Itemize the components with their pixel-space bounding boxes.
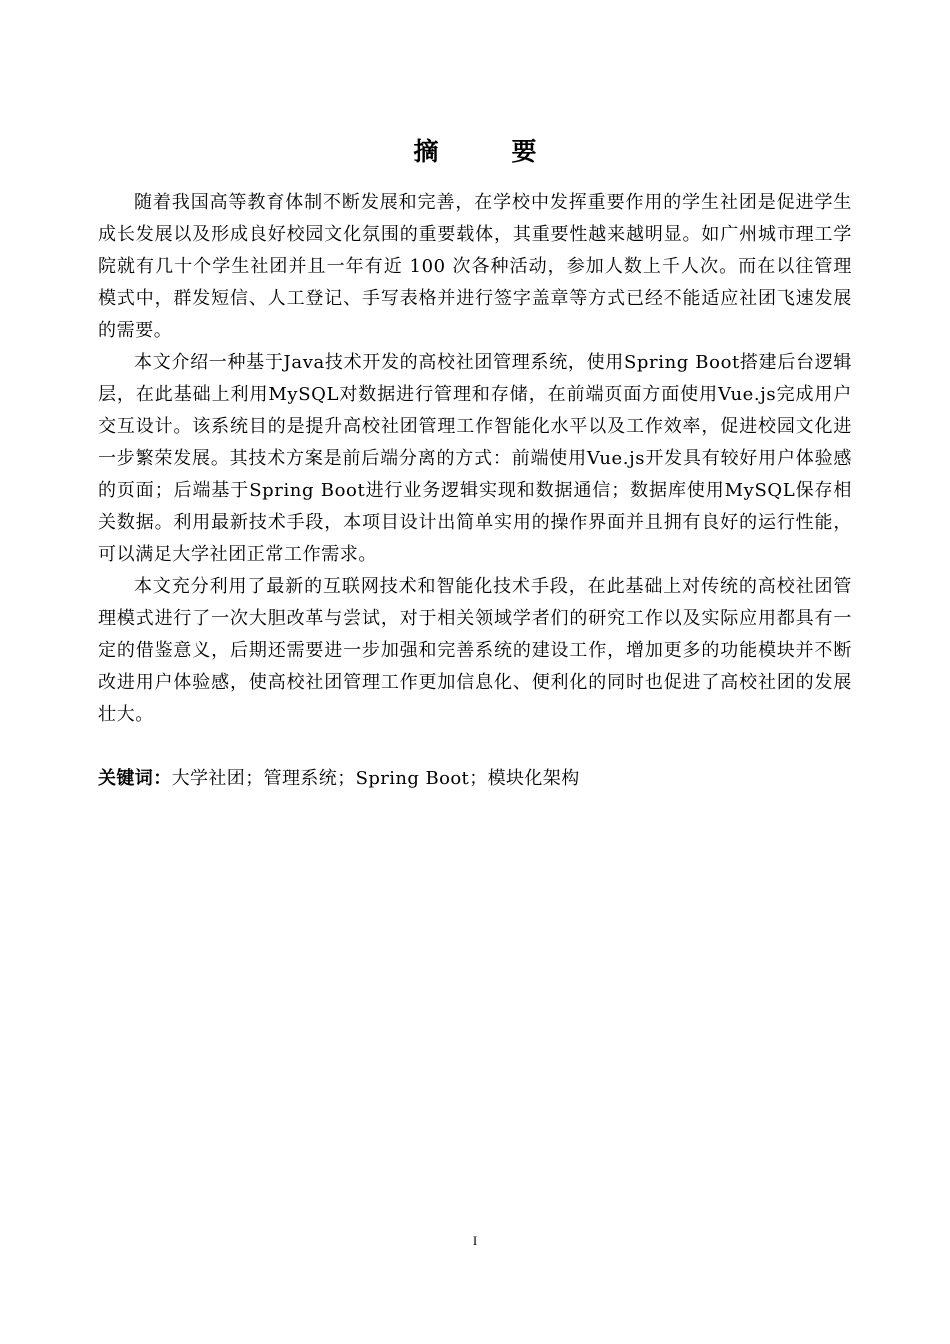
abstract-paragraph-1: 随着我国高等教育体制不断发展和完善，在学校中发挥重要作用的学生社团是促进学生成长发展以及形成良好校园文化氛围的重要载体，其重要性越来越明显。如广州城市理工学院就有几十个学生社团并且一年有近 100 次各种活动，参加人数上千人次。而在以往管理模式中，群发短信、人工登记、手写表格并进行签字盖章等方式已经不能适应社团飞速发展的需要。 <box>98 192 852 341</box>
keywords-line <box>98 763 852 795</box>
abstract-paragraph-3: 本文充分利用了最新的互联网技术和智能化技术手段，在此基础上对传统的高校社团管理模式进行了一次大胆改革与尝试，对于相关领域学者们的研究工作以及实际应用都具有一定的借鉴意义，后期还需要进一步加强和完善系统的建设工作，增加更多的功能模块并不断改进用户体验感，使高校社团管理工作更加信息化、便利化的同时也促进了高校社团的发展壮大。 <box>98 576 852 725</box>
page-number: I <box>472 1233 478 1248</box>
abstract-paragraph-2: 本文介绍一种基于Java技术开发的高校社团管理系统，使用Spring Boot搭建后台逻辑层，在此基础上利用MySQL对数据进行管理和存储，在前端页面方面使用Vue.js完成用户交互设计。该系统目的是提升高校社团管理工作智能化水平以及工作效率，促进校园文化进一步繁荣发展。其技术方案是前后端分离的方式：前端使用Vue.js开发具有较好用户体验感的页面；后端基于Spring Boot进行业务逻辑实现和数据通信；数据库使用MySQL保存相关数据。利用最新技术手段，本项目设计出简单实用的操作界面并且拥有良好的运行性能，可以满足大学社团正常工作需求。 <box>98 352 852 565</box>
keywords-text: 大学社团；管理系统；Spring Boot；模块化架构 <box>171 768 580 789</box>
keywords-label: 关键词： <box>98 768 172 789</box>
abstract-title: 摘 要 <box>413 137 561 166</box>
abstract-body <box>98 187 852 731</box>
